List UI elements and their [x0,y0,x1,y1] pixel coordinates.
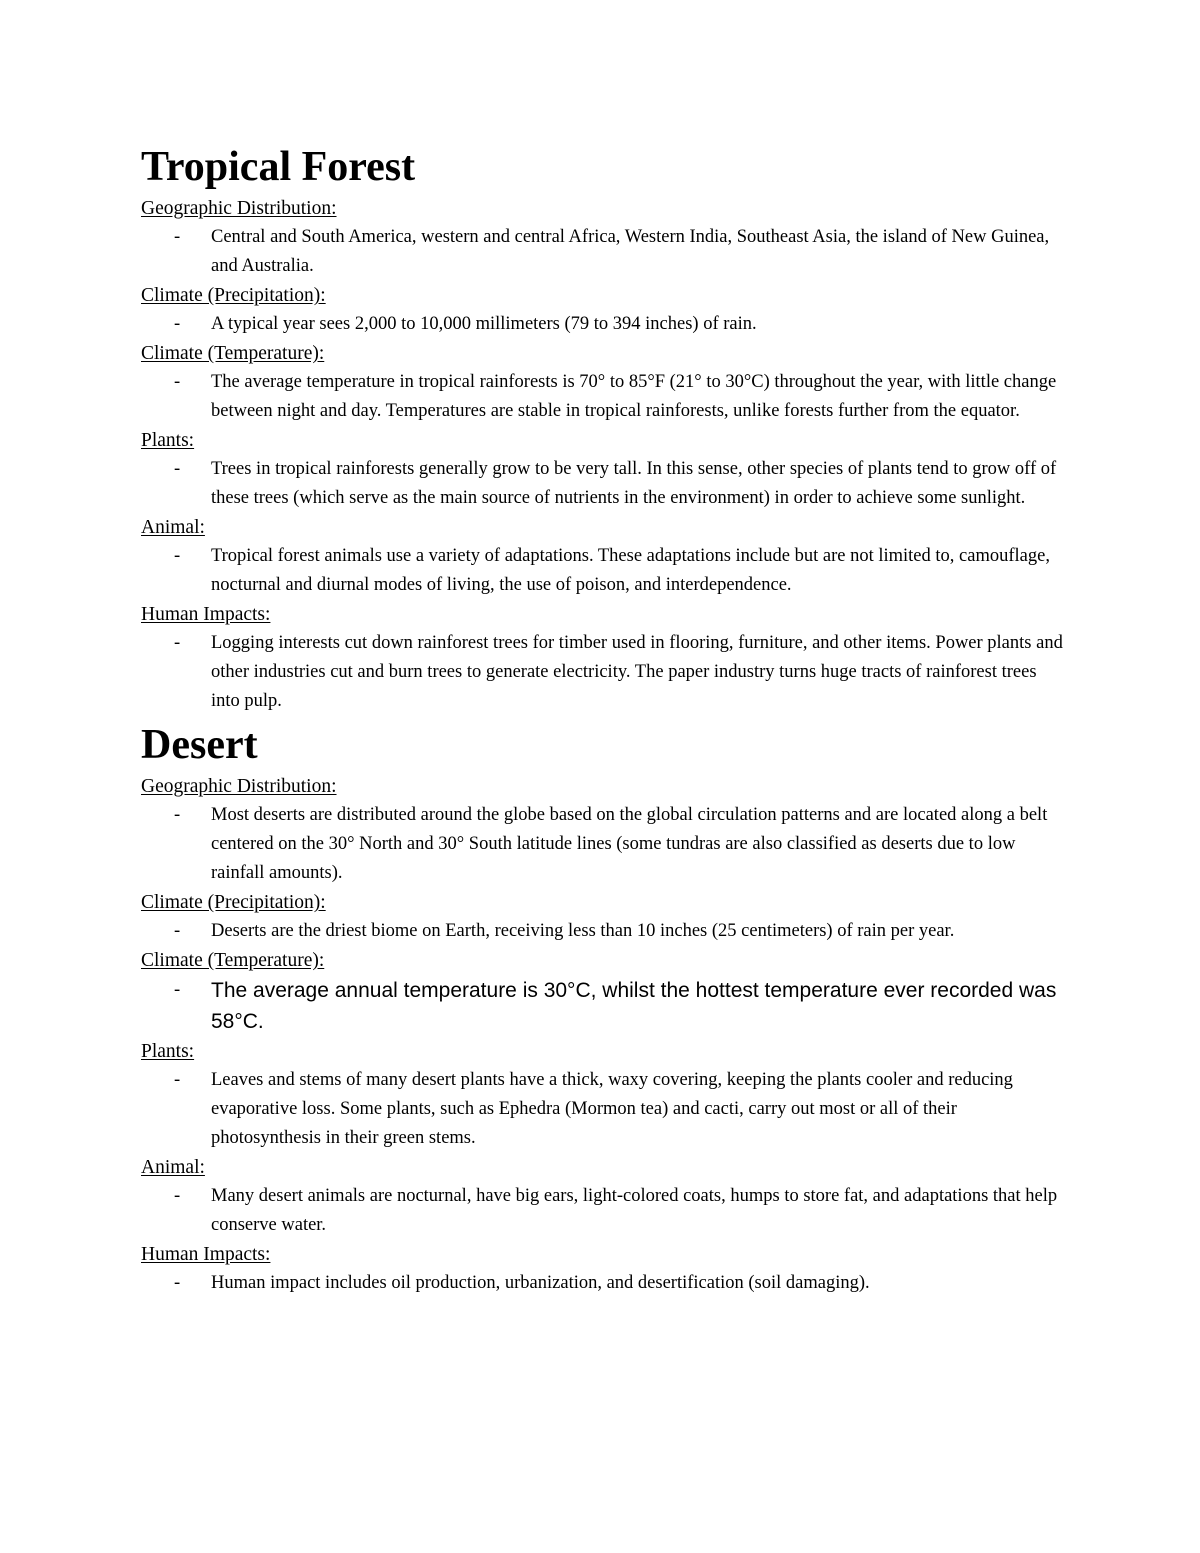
label-climate-precipitation: Climate (Precipitation): [141,285,326,306]
list-item: - Leaves and stems of many desert plants have a thick, waxy covering, keeping the plants cooler and reducing evaporative loss. Some plants, such as Ephedra (Mormon tea) and cacti, carry out most or all of their photosynthesis in their green stems. [141,1066,1066,1153]
label-human-impacts: Human Impacts: [141,604,271,625]
bullet-list [141,542,1066,600]
bullet-list [141,1066,1066,1153]
bullet-list [141,975,1066,1037]
list-item: - Trees in tropical rainforests generally grow to be very tall. In this sense, other species of plants tend to grow off of these trees (which serve as the main source of nutrients in the environment) in order to achieve some sunlight. [141,455,1066,513]
label-geographic-distribution: Geographic Distribution: [141,198,337,219]
list-item: - Deserts are the driest biome on Earth, receiving less than 10 inches (25 centimeters) of rain per year. [141,917,1066,946]
label-animal: Animal: [141,1157,205,1178]
list-item: - Most deserts are distributed around the globe based on the global circulation patterns and are located along a belt centered on the 30° North and 30° South latitude lines (some tundras are also classified as deserts due to low rainfall amounts). [141,801,1066,888]
section-title-desert: Desert [141,722,258,768]
list-item: - Tropical forest animals use a variety of adaptations. These adaptations include but are not limited to, camouflage, nocturnal and diurnal modes of living, the use of poison, and interdependence. [141,542,1066,600]
list-item: - The average annual temperature is 30°C, whilst the hottest temperature ever recorded was 58°C. [141,975,1066,1037]
bullet-list [141,1269,1066,1298]
list-item: - Human impact includes oil production, urbanization, and desertification (soil damaging). [141,1269,1066,1298]
bullet-list [141,629,1066,716]
label-animal: Animal: [141,517,205,538]
bullet-list [141,455,1066,513]
list-item: - Many desert animals are nocturnal, have big ears, light-colored coats, humps to store fat, and adaptations that help conserve water. [141,1182,1066,1240]
bullet-list [141,368,1066,426]
label-human-impacts: Human Impacts: [141,1244,271,1265]
list-item: - A typical year sees 2,000 to 10,000 millimeters (79 to 394 inches) of rain. [141,310,1066,339]
bullet-list [141,917,1066,946]
list-item: - The average temperature in tropical rainforests is 70° to 85°F (21° to 30°C) throughout the year, with little change between night and day. Temperatures are stable in tropical rainforests, unlike forests further from the equator. [141,368,1066,426]
label-geographic-distribution: Geographic Distribution: [141,776,337,797]
list-item: - Logging interests cut down rainforest trees for timber used in flooring, furniture, and other items. Power plants and other industries cut and burn trees to generate electricity. The paper industry turns huge tracts of rainforest trees into pulp. [141,629,1066,716]
label-climate-precipitation: Climate (Precipitation): [141,892,326,913]
label-plants: Plants: [141,430,195,451]
label-climate-temperature: Climate (Temperature): [141,950,325,971]
document-body [141,140,1066,1298]
bullet-list [141,801,1066,888]
section-title-tropical-forest: Tropical Forest [141,144,416,190]
label-climate-temperature: Climate (Temperature): [141,343,325,364]
list-item: - Central and South America, western and central Africa, Western India, Southeast Asia, the island of New Guinea, and Australia. [141,223,1066,281]
bullet-list [141,223,1066,281]
label-plants: Plants: [141,1041,195,1062]
bullet-list [141,1182,1066,1240]
bullet-list [141,310,1066,339]
